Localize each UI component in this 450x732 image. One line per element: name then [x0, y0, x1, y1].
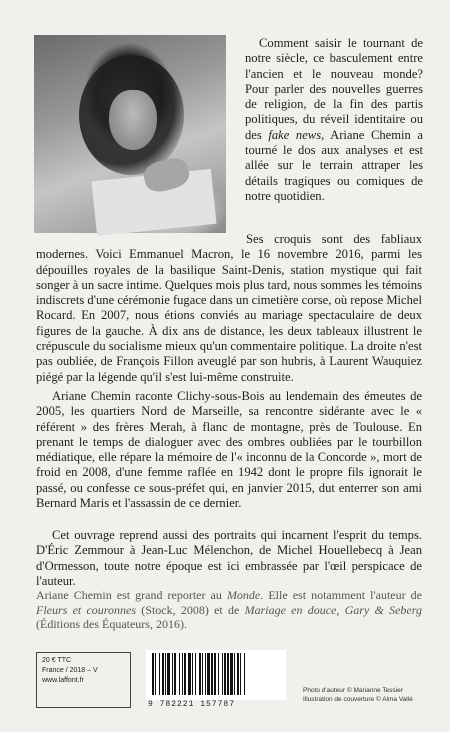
author-photo: [34, 35, 226, 233]
publisher-site: www.laffont.fr: [42, 677, 84, 684]
photo-credit: Photo d'auteur © Marianne Tessier: [303, 687, 403, 694]
price-box: [36, 652, 131, 708]
paragraph-croquis: Ses croquis sont des fabliaux modernes. Voici Emmanuel Macron, le 16 novembre 2016, parmi les dépouilles royales de la basilique Saint-Denis, station mystique qui fait songer à un sacre intime. Quelques mois plus tard, nous sommes les témoins indiscrets d'une cérémonie fugace dans un cimetière corse, où repose Michel Rocard. En 2007, nous étions conviés au mariage spectaculaire de deux figures de la gauche. À dix ans de distance, les deux tableaux illustrent le crépuscule du socialisme mieux qu'un commentaire politique. La droite n'est pas oubliée, de François Fillon aveuglé par son hubris, à Laurent Wauquiez piégé par la légende qu'il s'est lui-même construite.: [36, 232, 422, 384]
isbn-barcode: [146, 650, 286, 709]
isbn-number: 9 782221 157787: [148, 700, 236, 709]
author-bio: Ariane Chemin est grand reporter au Monde. Elle est notamment l'auteur de Fleurs et couronnes (Stock, 2008) et de Mariage en douce, Gary & Seberg (Éditions des Équateurs, 2016).: [36, 588, 422, 632]
paragraph-portraits: Cet ouvrage reprend aussi des portraits qui incarnent l'esprit du temps. D'Éric Zemmour à Jean-Luc Mélenchon, de Michel Houellebecq à Jean d'Ormesson, toute notre époque est ici embrassée par l'œil perspicace de l'auteur.: [36, 528, 422, 588]
intro-paragraph: Comment saisir le tournant de notre siècle, ce basculement entre l'ancien et le nouveau monde? Pour parler des nouvelles guerres de religion, de la fin des partis politiques, du réveil identitaire ou des fake news, Ariane Chemin a tourné le dos aux analyses et est allée sur le terrain attraper les détails tragiques ou comiques de notre quotidien.: [245, 36, 423, 203]
barcode-bars: [146, 650, 286, 698]
paragraph-clichy: Ariane Chemin raconte Clichy-sous-Bois au lendemain des émeutes de 2005, les quartiers Nord de Marseille, sa rencontre sidérante avec le « référent » des frères Merah, à flanc de montagne, près de Toulouse. En prenant le temps de dialoguer avec des ombres oubliées par le tourbillon médiatique, elle répare la mémoire de l'« inconnu de la Concorde », mort de froid en 2008, d'une femme raflée en 1942 dont le propre fils ignorait le passé, ou confesse ce sous-préfet qui, en janvier 2015, dut enterrer son ami Bernard Maris et l'assassin de ce dernier.: [36, 389, 422, 511]
cover-credit: Illustration de couverture © Alma Vallé: [303, 696, 413, 703]
edition-code: France / 2018 – V: [42, 667, 98, 674]
price: 20 € TTC: [42, 657, 72, 664]
credits: [303, 686, 443, 704]
